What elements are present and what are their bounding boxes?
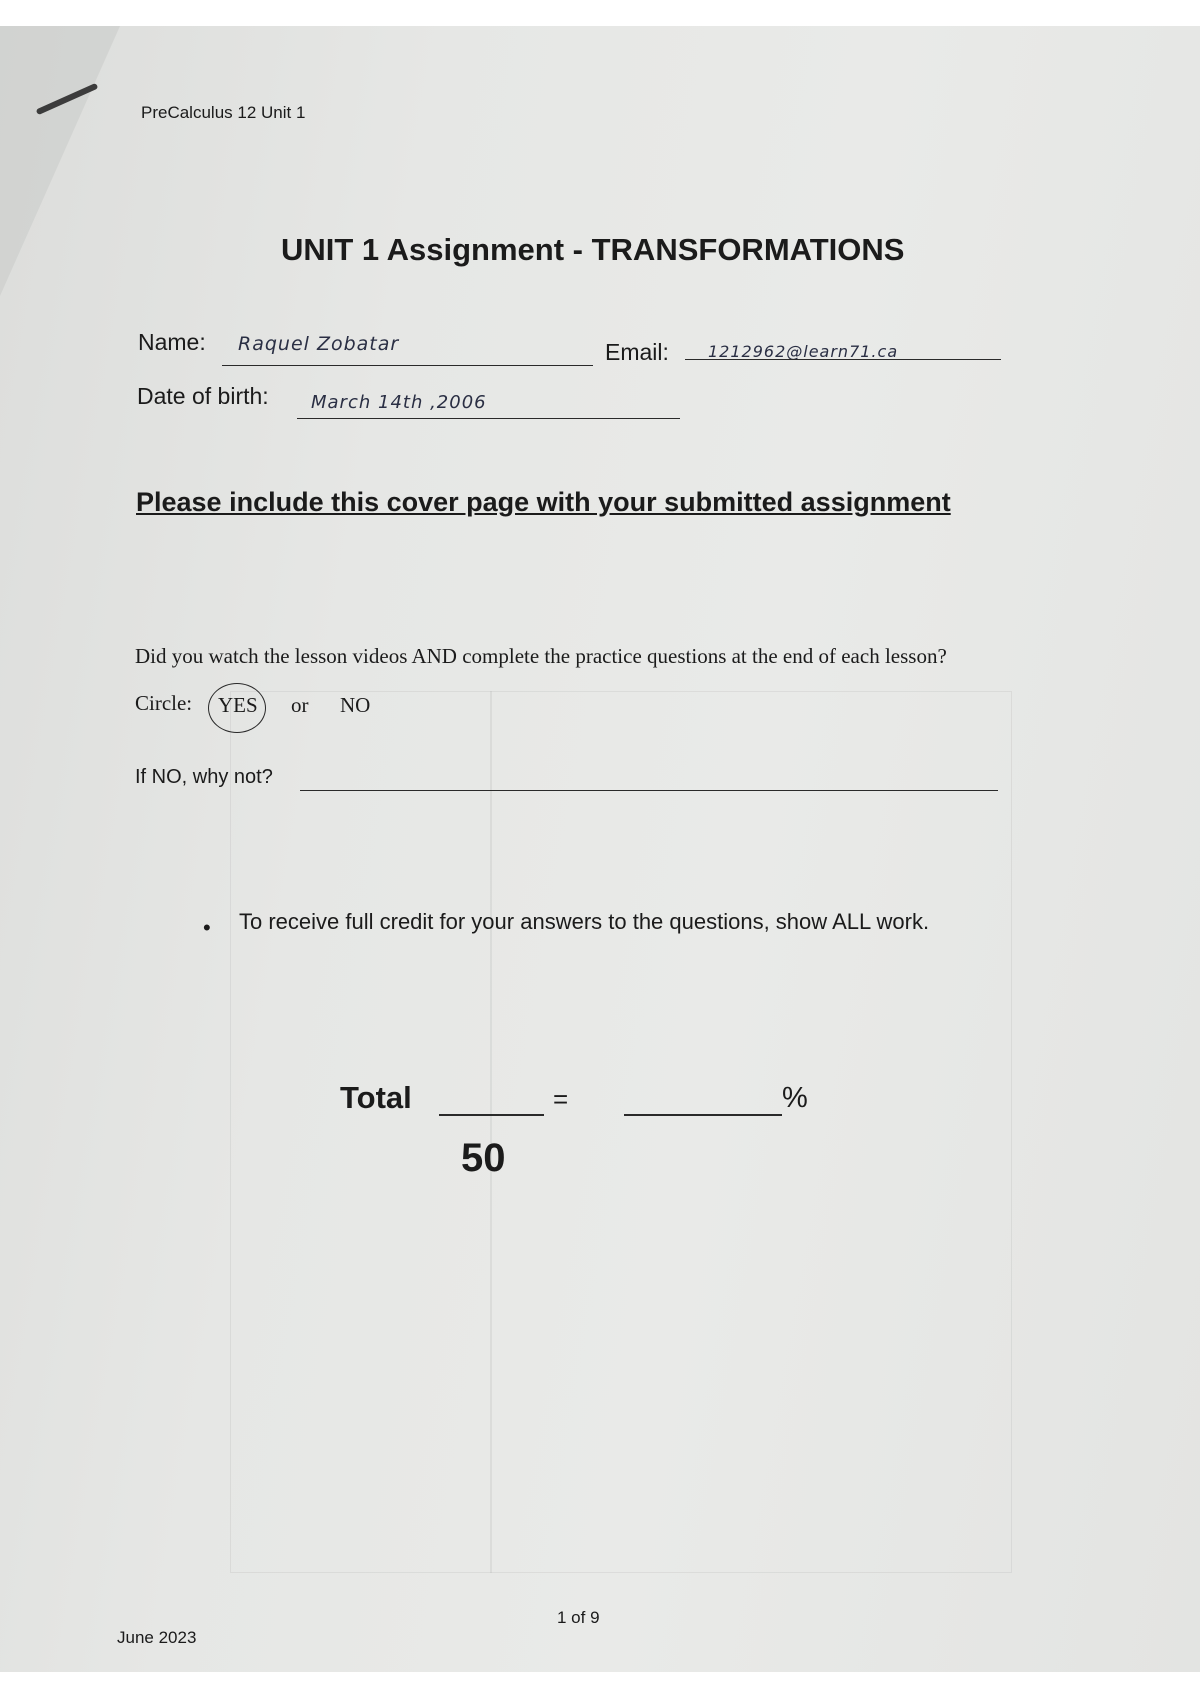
percent-sign: % — [782, 1082, 808, 1114]
dob-value: March 14th ,2006 — [311, 392, 487, 413]
why-not-label: If NO, why not? — [135, 766, 273, 788]
no-option: NO — [340, 693, 371, 717]
equals-sign: = — [553, 1084, 569, 1114]
page-number: 1 of 9 — [557, 1608, 600, 1627]
why-not-underline — [300, 790, 998, 791]
bullet-icon: • — [203, 915, 211, 940]
or-text: or — [291, 693, 309, 717]
email-underline — [685, 359, 1001, 360]
course-header: PreCalculus 12 Unit 1 — [141, 103, 306, 122]
lesson-question: Did you watch the lesson videos AND complete the practice questions at the end of each lesson? — [135, 644, 947, 668]
total-label: Total — [340, 1080, 412, 1115]
percent-underline — [624, 1114, 782, 1116]
instruction-text: To receive full credit for your answers to the questions, show ALL work. — [239, 909, 930, 934]
name-underline — [222, 365, 593, 366]
assignment-title: UNIT 1 Assignment - TRANSFORMATIONS — [281, 232, 905, 267]
dob-underline — [297, 418, 680, 419]
paper-shadow — [0, 26, 120, 296]
email-value: 1212962@learn71.ca — [708, 342, 899, 361]
dob-label: Date of birth: — [137, 383, 269, 409]
bleed-through-column — [490, 691, 492, 1573]
email-label: Email: — [605, 339, 669, 365]
cover-page-notice: Please include this cover page with your submitted assignment — [136, 487, 951, 517]
paper-sheet — [0, 26, 1200, 1672]
total-denominator: 50 — [461, 1136, 506, 1180]
name-value: Raquel Zobatar — [238, 333, 400, 355]
bleed-through-table — [230, 691, 1012, 1573]
yes-option: YES — [218, 693, 258, 717]
score-underline — [439, 1114, 544, 1116]
footer-date: June 2023 — [117, 1628, 197, 1647]
name-label: Name: — [138, 329, 206, 355]
circle-label: Circle: — [135, 691, 193, 715]
